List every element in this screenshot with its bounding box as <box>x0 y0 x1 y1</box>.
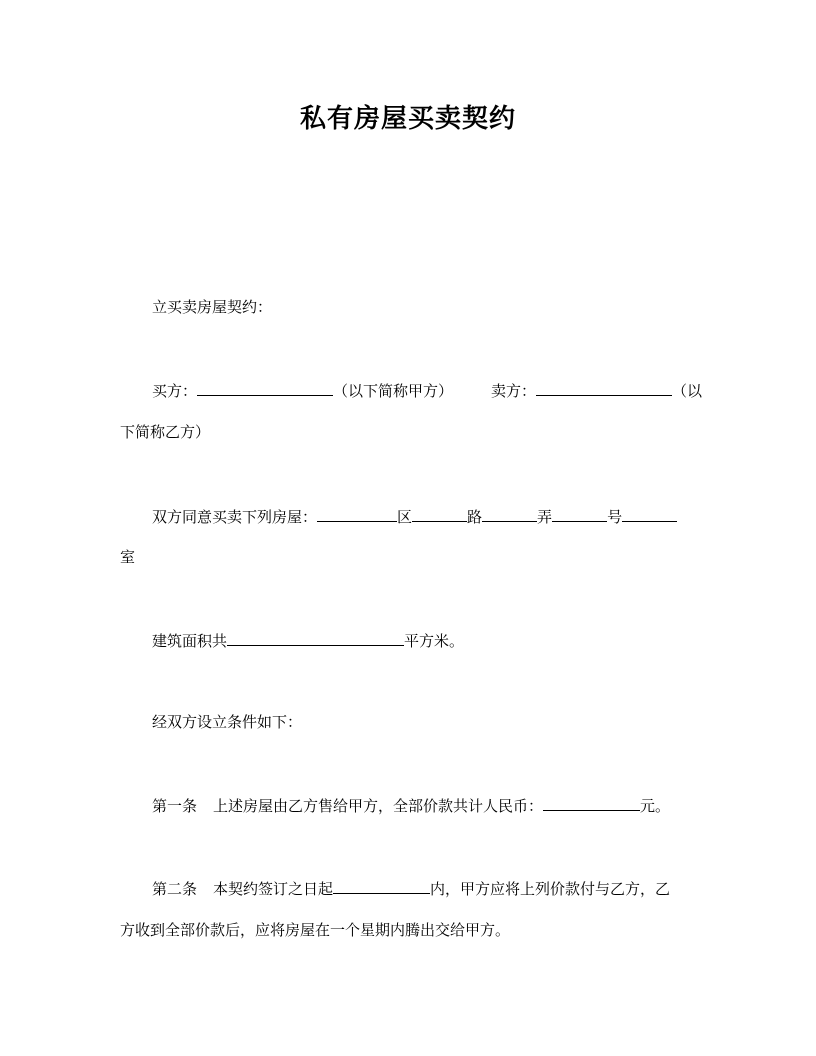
seller-label: 卖方： <box>491 382 537 400</box>
price-blank[interactable] <box>543 795 640 811</box>
article1-suffix: 元。 <box>640 797 671 815</box>
seller-name-blank[interactable] <box>536 380 672 396</box>
buyer-name-blank[interactable] <box>197 380 333 396</box>
road-blank[interactable] <box>412 506 467 522</box>
conditions-intro-line <box>152 712 302 732</box>
article2-line <box>152 878 670 899</box>
intro-line <box>152 297 272 317</box>
seller-note-end: 下简称乙方） <box>120 423 211 441</box>
article1-text: 上述房屋由乙方售给甲方，全部价款共计人民币： <box>213 797 544 815</box>
intro-text: 立买卖房屋契约： <box>152 298 273 316</box>
room-label: 室 <box>120 548 136 566</box>
area-line <box>152 630 464 651</box>
payment-period-blank[interactable] <box>333 878 430 894</box>
article2-text-b: 内，甲方应将上列价款付与乙方，乙 <box>430 880 671 898</box>
property-line-cont <box>120 547 135 567</box>
article2-text-a: 本契约签订之日起 <box>213 880 334 898</box>
seller-note-start: （以 <box>672 382 703 400</box>
area-suffix: 平方米。 <box>404 632 465 650</box>
road-label: 路 <box>467 508 483 526</box>
district-blank[interactable] <box>317 506 397 522</box>
district-label: 区 <box>397 508 413 526</box>
area-blank[interactable] <box>227 630 404 646</box>
room-blank[interactable] <box>622 506 677 522</box>
lane-label: 弄 <box>537 508 553 526</box>
article1-label: 第一条 <box>152 797 198 815</box>
number-blank[interactable] <box>552 506 607 522</box>
buyer-label: 买方： <box>152 382 198 400</box>
property-line <box>152 506 677 527</box>
number-label: 号 <box>607 508 623 526</box>
article2-line-cont <box>120 920 510 940</box>
article2-label: 第二条 <box>152 880 198 898</box>
parties-line-cont <box>120 422 210 442</box>
area-prefix: 建筑面积共 <box>152 632 228 650</box>
article1-line <box>152 795 670 816</box>
conditions-intro: 经双方设立条件如下： <box>152 713 303 731</box>
lane-blank[interactable] <box>482 506 537 522</box>
property-prefix: 双方同意买卖下列房屋： <box>152 508 318 526</box>
article2-text-c: 方收到全部价款后，应将房屋在一个星期内腾出交给甲方。 <box>120 921 511 939</box>
parties-line <box>152 380 702 401</box>
buyer-note: （以下简称甲方） <box>333 382 454 400</box>
contract-title: 私有房屋买卖契约 <box>299 104 516 134</box>
